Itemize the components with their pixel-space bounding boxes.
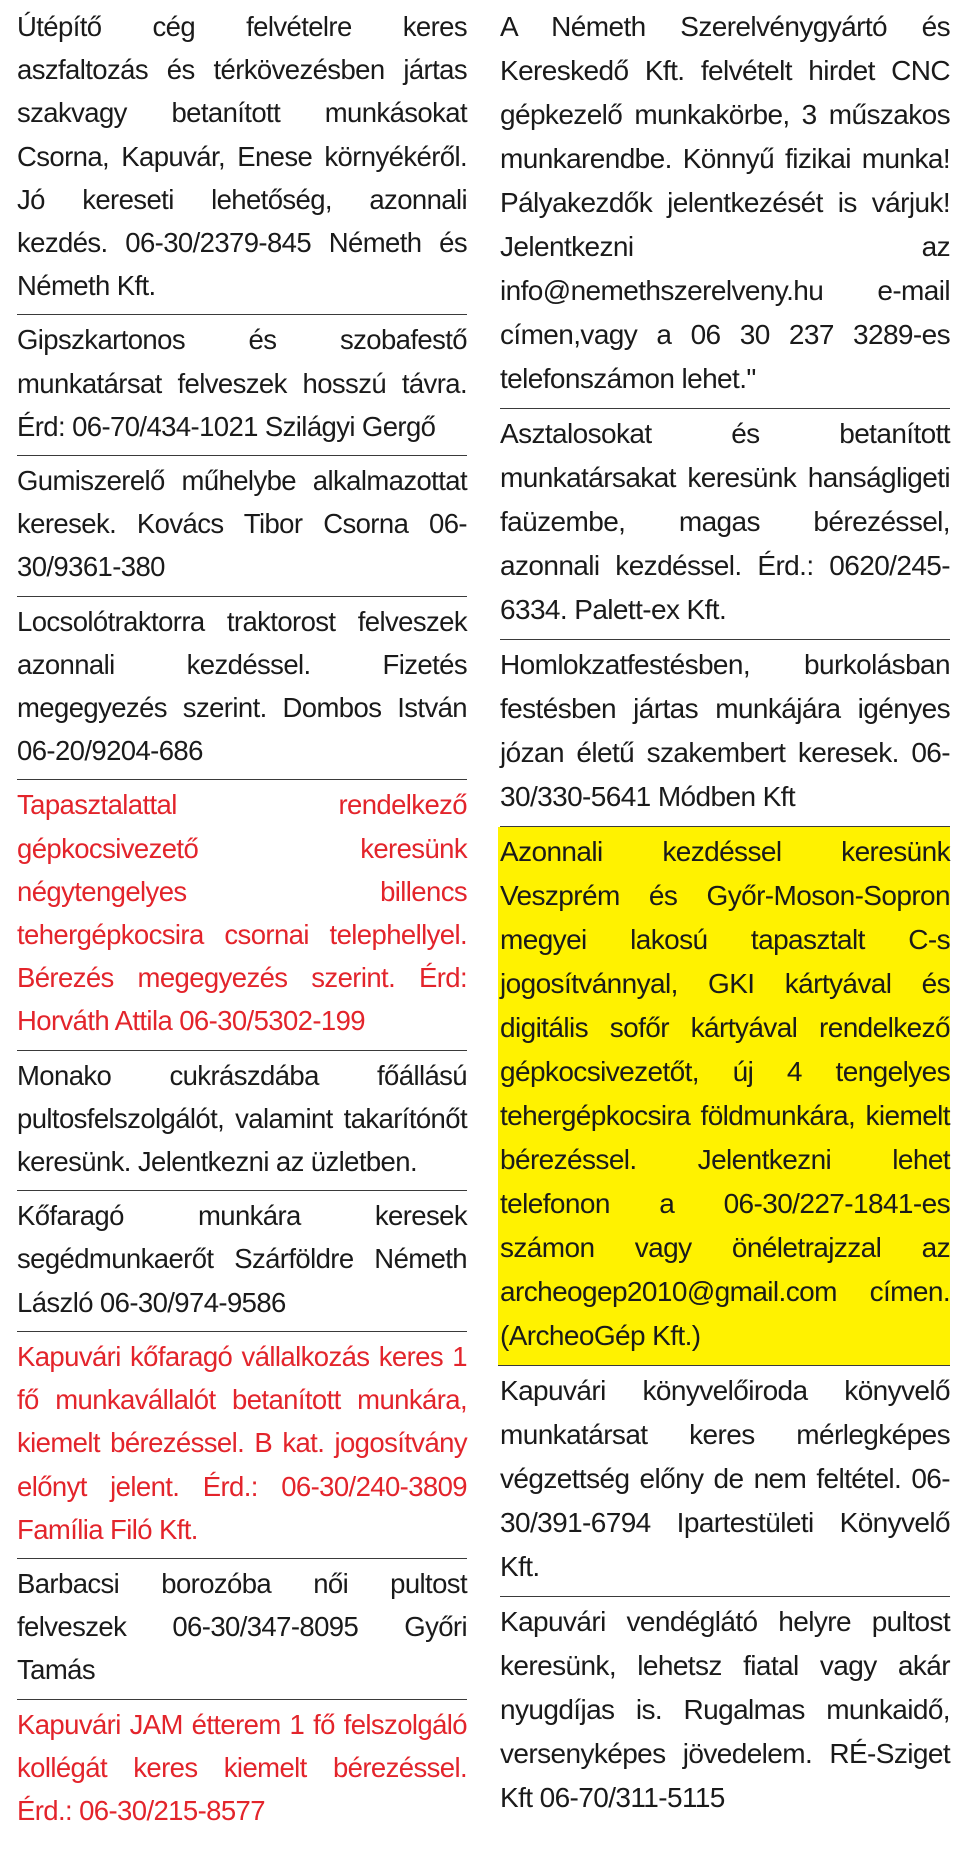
ad-jam-etterem: Kapuvári JAM étterem 1 fő felszolgáló kollégát keres kiemelt bérezéssel. Érd.: 06-30/215-8577 [17,1708,467,1826]
ad-archeogep-highlighted: Azonnali kezdéssel keresünk Veszprém és Győr-Moson-Sopron megyei lakosú tapasztalt C-s jogosítvánnyal, GKI kártyával és digitális sofőr kártyával rendelkező gépkocsivezetőt, új 4 tengelyes tehergépkocsira földmunkára, kiemelt bérezéssel. Jelentkezni lehet telefonon a 06-30/227-1841-es számon vagy önéletrajzzal az archeogep2010@gmail.com címen. (ArcheoGép Kft.) [498,827,950,1366]
ad-monako-cukraszda: Monako cukrászdába főállású pultosfelszolgálót, valamint takarítónőt keresünk. Jelentkezni az üzletben. [17,1051,467,1192]
left-column [17,2,467,1839]
ad-nemeth-szerelvenygyarto: A Németh Szerelvénygyártó és Kereskedő Kft. felvételt hirdet CNC gépkezelő munkakörbe, 3 műszakos munkarendbe. Könnyű fizikai munka! Pályakezdők jelentkezését is várjuk! Jelentkezni az info@nemethszerelveny.hu e-mail címen,vagy a 06 30 237 3289-es telefonszámon lehet." [500,2,950,409]
ad-homlokzatfestes: Homlokzatfestésben, burkolásban festésben jártas munkájára igényes józan életű szakembert keresek. 06-30/330-5641 Módben Kft [500,640,950,827]
ad-utepito: Útépítő cég felvételre keres aszfaltozás és térkövezésben jártas szakvagy betanított munkásokat Csorna, Kapuvár, Enese környékéről. Jó kereseti lehetőség, azonnali kezdés. 06-30/2379-845 Németh és Németh Kft. [17,2,467,315]
ad-gumiszerelo: Gumiszerelő műhelybe alkalmazottat keresek. Kovács Tibor Csorna 06-30/9361-380 [17,456,467,597]
ad-kapuvari-kofarago: Kapuvári kőfaragó vállalkozás keres 1 fő munkavállalót betanított munkára, kiemelt bérezéssel. B kat. jogosítvány előnyt jelent. Érd.: 06-30/240-3809 Família Filó Kft. [17,1332,467,1559]
ad-re-sziget-vendeglato: Kapuvári vendéglátó helyre pultost keresünk, lehetsz fiatal vagy akár nyugdíjas is. Rugalmas munkaidő, versenyképes jövedelem. RÉ-Sziget Kft 06-70/311-5115 [500,1606,950,1813]
ad-barbacsi-borozo: Barbacsi borozóba női pultost felveszek 06-30/347-8095 Győri Tamás [17,1559,467,1700]
ad-gipszkartonos: Gipszkartonos és szobafestő munkatársat felveszek hosszú távra. Érd: 06-70/434-1021 Szilágyi Gergő [17,315,467,456]
ad-gepkocsivezeto-billencs: Tapasztalattal rendelkező gépkocsivezető keresünk négytengelyes billencs tehergépkocsira csornai telephellyel. Bérezés megegyezés szerint. Érd: Horváth Attila 06-30/5302-199 [17,780,467,1050]
right-column [500,2,950,1827]
ad-asztalos-palett-ex: Asztalosokat és betanított munkatársakat keresünk hanságligeti faüzembe, magas bérezéssel, azonnali kezdéssel. Érd.: 0620/245-6334. Palett-ex Kft. [500,409,950,640]
ad-locsolotraktor: Locsolótraktorra traktorost felveszek azonnali kezdéssel. Fizetés megegyezés szerint. Dombos István 06-20/9204-686 [17,597,467,781]
ad-kofarago-segedmunka: Kőfaragó munkára keresek segédmunkaerőt Szárföldre Németh László 06-30/974-9586 [17,1191,467,1332]
ad-konyveloiroda: Kapuvári könyvelőiroda könyvelő munkatársat keres mérlegképes végzettség előny de nem feltétel. 06-30/391-6794 Ipartestületi Könyvelő Kft. [500,1366,950,1597]
